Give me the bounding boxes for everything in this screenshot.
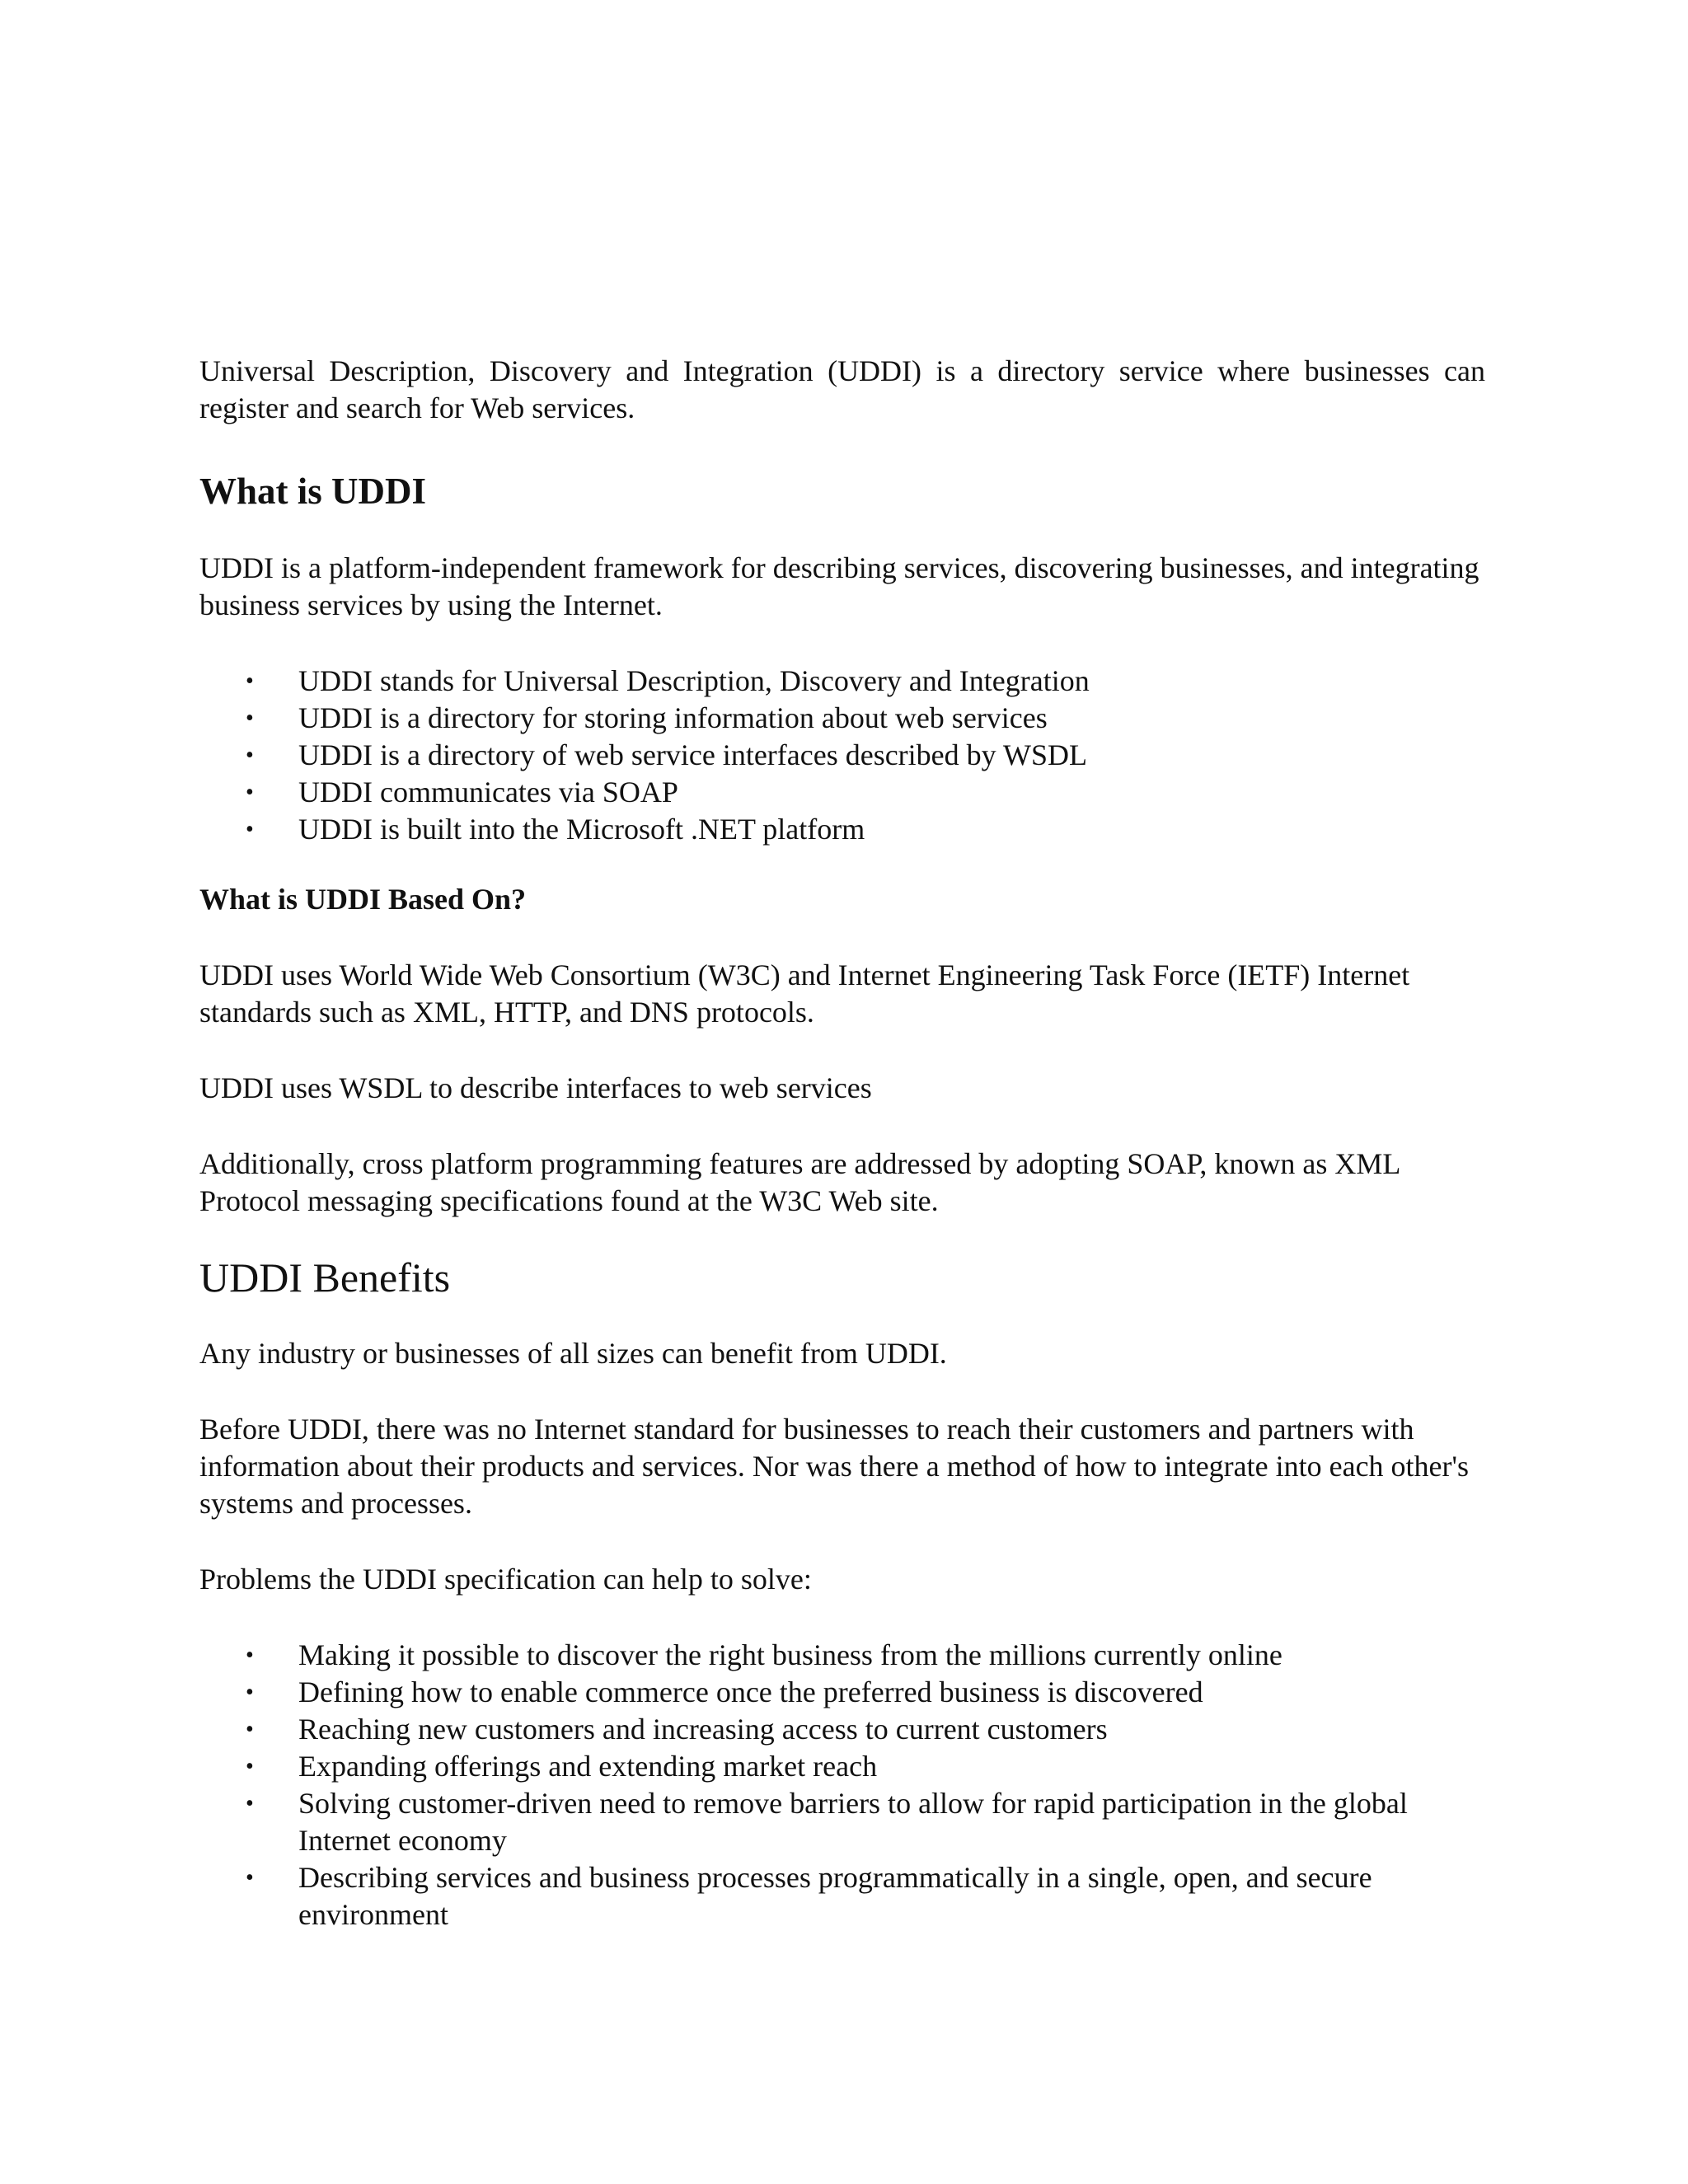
list-item: • Solving customer-driven need to remove barriers to allow for rapid participation in the global Internet economy: [246, 1787, 1408, 1857]
list-item: • UDDI is built into the Microsoft .NET platform: [199, 811, 1485, 848]
based-on-paragraph-1: UDDI uses World Wide Web Consortium (W3C) and Internet Engineering Task Force (IETF) Internet standards such as XML, HTTP, and DNS protocols.: [199, 958, 1410, 1029]
based-on-paragraph-3: Additionally, cross platform programming features are addressed by adopting SOAP, known as XML Protocol messaging specifications found at the W3C Web site.: [199, 1147, 1400, 1217]
list-item: • Defining how to enable commerce once the preferred business is discovered: [199, 1674, 1485, 1711]
bullet-icon: •: [246, 1680, 254, 1705]
benefits-list: [199, 1637, 1485, 1933]
list-item: • Reaching new customers and increasing access to current customers: [199, 1711, 1485, 1748]
bullet-icon: •: [246, 1717, 254, 1742]
benefits-paragraph-2: Before UDDI, there was no Internet standard for businesses to reach their customers and partners with information about their products and services. Nor was there a method of how to integrate into each other's systems and processes.: [199, 1413, 1470, 1520]
bullet-icon: •: [246, 1643, 254, 1668]
list-item: • UDDI is a directory of web service interfaces described by WSDL: [199, 737, 1485, 774]
bullet-icon: •: [246, 1791, 254, 1816]
benefits-paragraph-1: Any industry or businesses of all sizes can benefit from UDDI.: [199, 1337, 947, 1370]
bullet-icon: •: [246, 705, 254, 731]
heading-what-is-uddi: What is UDDI: [199, 471, 427, 512]
bullet-icon: •: [246, 1754, 254, 1779]
bullet-icon: •: [246, 743, 254, 768]
bullet-icon: •: [246, 780, 254, 805]
bullet-icon: •: [246, 668, 254, 694]
list-item: • UDDI communicates via SOAP: [199, 774, 1485, 811]
list-item: • Describing services and business processes programmatically in a single, open, and secure environment: [246, 1861, 1372, 1931]
list-item: • Expanding offerings and extending market reach: [199, 1748, 1485, 1785]
heading-uddi-benefits: UDDI Benefits: [199, 1254, 451, 1301]
bullet-icon: •: [246, 817, 254, 842]
list-item: • UDDI stands for Universal Description, Discovery and Integration: [199, 663, 1485, 700]
based-on-paragraph-2: UDDI uses WSDL to describe interfaces to web services: [199, 1071, 872, 1104]
list-item: • Making it possible to discover the right business from the millions currently online: [199, 1637, 1485, 1674]
bullet-icon: •: [246, 1865, 254, 1891]
document-page: [199, 353, 1485, 1966]
benefits-paragraph-3: Problems the UDDI specification can help to solve:: [199, 1563, 812, 1596]
what-is-uddi-paragraph: UDDI is a platform-independent framework for describing services, discovering businesses, and integrating business services by using the Internet.: [199, 551, 1479, 621]
intro-paragraph: Universal Description, Discovery and Integration (UDDI) is a directory service where businesses can register and search for Web services.: [199, 354, 1485, 424]
heading-based-on: What is UDDI Based On?: [199, 883, 527, 916]
what-is-uddi-list: [199, 663, 1485, 848]
list-item: • UDDI is a directory for storing information about web services: [199, 700, 1485, 737]
